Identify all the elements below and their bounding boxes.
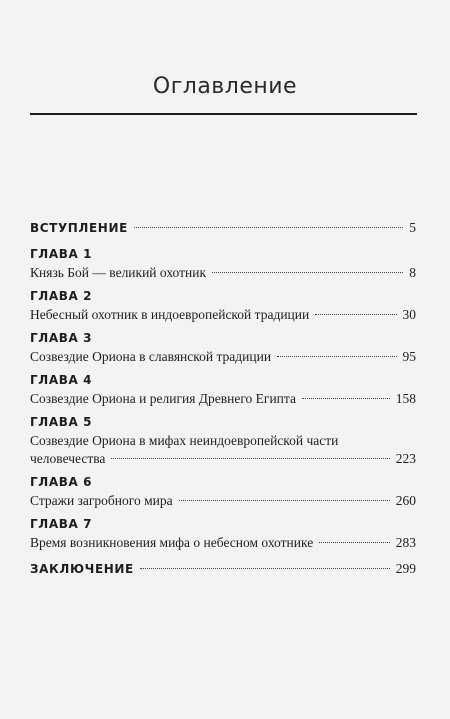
chapter-page: 30 <box>402 307 416 322</box>
page-title: Оглавление <box>152 74 298 99</box>
chapter-label: ГЛАВА 3 <box>30 331 93 345</box>
chapter-label: ГЛАВА 6 <box>30 475 93 489</box>
chapter-label: ГЛАВА 5 <box>30 415 93 429</box>
toc-entry-chapter-4[interactable] <box>30 371 416 408</box>
chapter-title-line-2: человечества <box>30 451 106 466</box>
dot-leader <box>302 398 390 399</box>
toc-intro-label: ВСТУПЛЕНИЕ <box>30 221 128 235</box>
toc-intro-page: 5 <box>409 220 416 235</box>
chapter-label: ГЛАВА 1 <box>30 247 93 261</box>
toc-entry-chapter-3[interactable] <box>30 329 416 366</box>
toc-entry-chapter-1[interactable] <box>30 245 416 282</box>
toc-entry-chapter-2[interactable] <box>30 287 416 324</box>
dot-leader <box>212 272 403 273</box>
chapter-page: 260 <box>395 493 416 508</box>
chapter-page: 223 <box>395 451 416 466</box>
chapter-page: 283 <box>395 535 416 550</box>
toc-entry-chapter-7[interactable] <box>30 515 416 552</box>
chapter-page: 8 <box>409 265 416 280</box>
dot-leader <box>140 568 390 569</box>
toc-entry-outro[interactable] <box>30 560 416 578</box>
chapter-page: 95 <box>402 349 416 364</box>
dot-leader <box>179 500 390 501</box>
chapter-title-line-1: Созвездие Ориона в мифах неиндоевропейской части <box>30 433 339 448</box>
toc-outro-label: ЗАКЛЮЧЕНИЕ <box>30 562 134 576</box>
dot-leader <box>319 542 390 543</box>
toc-entry-intro[interactable] <box>30 219 416 237</box>
toc-entry-chapter-6[interactable] <box>30 473 416 510</box>
chapter-label: ГЛАВА 4 <box>30 373 93 387</box>
dot-leader <box>111 458 389 459</box>
chapter-title: Время возникновения мифа о небесном охотнике <box>30 535 314 550</box>
chapter-page: 158 <box>395 391 416 406</box>
chapter-title: Созвездие Ориона в славянской традиции <box>30 349 272 364</box>
chapter-title: Небесный охотник в индоевропейской традиции <box>30 307 310 322</box>
chapter-label: ГЛАВА 2 <box>30 289 93 303</box>
toc-entry-chapter-5[interactable] <box>30 413 416 468</box>
dot-leader <box>277 356 396 357</box>
chapter-label: ГЛАВА 7 <box>30 517 93 531</box>
dot-leader <box>134 227 403 228</box>
title-divider <box>30 113 417 115</box>
chapter-title: Стражи загробного мира <box>30 493 173 508</box>
toc-outro-page: 299 <box>395 561 416 576</box>
chapter-title: Князь Бой — великий охотник <box>30 265 207 280</box>
chapter-title: Созвездие Ориона и религия Древнего Египта <box>30 391 296 406</box>
table-of-contents <box>30 219 416 583</box>
dot-leader <box>315 314 396 315</box>
